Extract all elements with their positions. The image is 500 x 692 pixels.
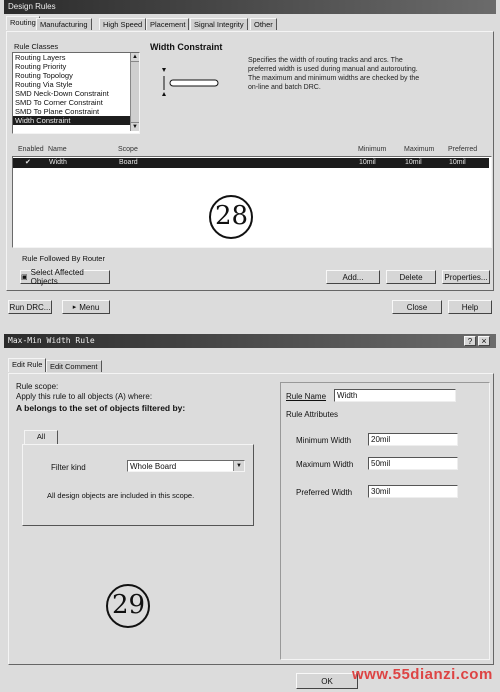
preferred-width-label: Preferred Width bbox=[296, 488, 353, 497]
tab-edit-comment[interactable]: Edit Comment bbox=[46, 360, 102, 372]
dialog-close-button[interactable]: × bbox=[478, 336, 490, 346]
annotation-number-29: 29 bbox=[112, 590, 146, 620]
tab-high-speed[interactable]: High Speed bbox=[99, 18, 146, 30]
delete-rule-button[interactable]: Delete bbox=[386, 270, 436, 284]
tab-routing[interactable]: Routing bbox=[6, 16, 40, 30]
tab-signal-integrity[interactable]: Signal Integrity bbox=[190, 18, 248, 30]
width-rule-dialog bbox=[4, 334, 496, 692]
row-minimum: 10mil bbox=[359, 159, 376, 166]
row-scope: Board bbox=[119, 159, 138, 166]
watermark: www.55dianzi.com bbox=[352, 666, 493, 683]
width-rule-title: Max-Min Width Rule bbox=[8, 336, 95, 345]
rule-attributes-label: Rule Attributes bbox=[286, 410, 339, 419]
belongs-to-text: A belongs to the set of objects filtered by: bbox=[16, 403, 186, 413]
filter-kind-select[interactable]: Whole Board ▼ bbox=[127, 460, 245, 472]
help-button[interactable]: Help bbox=[448, 300, 492, 314]
menu-button[interactable]: ▸ Menu bbox=[62, 300, 110, 314]
annotation-number-28: 28 bbox=[215, 201, 249, 231]
rule-name-label: Rule Name bbox=[286, 392, 327, 401]
rule-class-item[interactable]: Routing Layers bbox=[15, 53, 66, 62]
preferred-width-input[interactable]: 30mil bbox=[368, 485, 458, 498]
maximum-width-label: Maximum Width bbox=[296, 460, 354, 469]
tab-placement[interactable]: Placement bbox=[146, 18, 189, 30]
properties-button[interactable]: Properties... bbox=[442, 270, 490, 284]
design-rules-tabs bbox=[6, 18, 306, 32]
rule-class-item[interactable]: SMD Neck-Down Constraint bbox=[15, 89, 109, 98]
rule-followed-label: Rule Followed By Router bbox=[22, 254, 105, 263]
ok-button[interactable]: OK bbox=[296, 673, 358, 689]
minimum-width-label: Minimum Width bbox=[296, 436, 352, 445]
minimum-width-input[interactable]: 20mil bbox=[368, 433, 458, 446]
rule-tabs bbox=[8, 360, 148, 374]
rules-table[interactable] bbox=[12, 156, 492, 248]
rule-classes-scrollbar[interactable] bbox=[130, 53, 139, 131]
filter-kind-label: Filter kind bbox=[51, 463, 86, 472]
constraint-title: Width Constraint bbox=[150, 42, 223, 52]
tab-manufacturing[interactable]: Manufacturing bbox=[36, 18, 92, 30]
rule-class-item[interactable]: Routing Priority bbox=[15, 62, 67, 71]
rule-class-item-selected[interactable]: Width Constraint bbox=[13, 116, 139, 125]
col-name[interactable]: Name bbox=[48, 146, 67, 153]
rule-classes-label: Rule Classes bbox=[14, 42, 59, 51]
table-row[interactable] bbox=[13, 158, 489, 168]
rule-class-item[interactable]: SMD To Plane Constraint bbox=[15, 107, 100, 116]
dialog-help-button[interactable]: ? bbox=[464, 336, 476, 346]
row-preferred: 10mil bbox=[449, 159, 466, 166]
rules-table-header bbox=[12, 146, 490, 156]
design-rules-titlebar bbox=[4, 0, 496, 14]
select-affected-objects-button[interactable]: ▣ Select Affected Objects bbox=[20, 270, 110, 284]
col-minimum[interactable]: Minimum bbox=[358, 146, 387, 153]
col-enabled[interactable]: Enabled bbox=[18, 146, 44, 153]
constraint-description: Specifies the width of routing tracks and arcs. The preferred width is used during manual and autorouting. The maximum and minimum widths are checked by the on-line and batch DRC. bbox=[248, 57, 420, 91]
scope-note: All design objects are included in this scope. bbox=[47, 491, 195, 500]
filter-tab-all[interactable]: All bbox=[24, 430, 58, 444]
enabled-check-icon[interactable]: ✔ bbox=[25, 159, 31, 166]
col-scope[interactable]: Scope bbox=[118, 146, 138, 153]
run-drc-button[interactable]: Run DRC... bbox=[8, 300, 52, 314]
apply-rule-text: Apply this rule to all objects (A) where: bbox=[16, 392, 153, 401]
rule-class-item[interactable]: Routing Topology bbox=[15, 71, 73, 80]
col-preferred[interactable]: Preferred bbox=[448, 146, 478, 153]
width-rule-titlebar bbox=[4, 334, 496, 348]
rule-name-input[interactable]: Width bbox=[334, 389, 456, 402]
tab-other[interactable]: Other bbox=[250, 18, 277, 30]
design-rules-title: Design Rules bbox=[8, 2, 56, 11]
row-maximum: 10mil bbox=[405, 159, 422, 166]
scroll-up-icon[interactable]: ▲ bbox=[132, 54, 138, 60]
filter-panel bbox=[22, 444, 254, 526]
dropdown-arrow-icon[interactable]: ▼ bbox=[233, 461, 244, 471]
rule-classes-list[interactable] bbox=[12, 52, 140, 134]
row-name: Width bbox=[49, 159, 67, 166]
col-maximum[interactable]: Maximum bbox=[404, 146, 435, 153]
menu-arrow-icon: ▸ bbox=[72, 304, 77, 311]
rule-scope-label: Rule scope: bbox=[16, 382, 59, 391]
design-rules-dialog bbox=[4, 0, 496, 322]
rule-right-panel bbox=[280, 382, 490, 660]
select-icon: ▣ bbox=[21, 274, 28, 281]
scroll-down-icon[interactable]: ▼ bbox=[132, 124, 138, 130]
rule-class-item[interactable]: SMD To Corner Constraint bbox=[15, 98, 103, 107]
rule-class-item[interactable]: Routing Via Style bbox=[15, 80, 73, 89]
close-button[interactable]: Close bbox=[392, 300, 442, 314]
tab-edit-rule[interactable]: Edit Rule bbox=[8, 358, 46, 372]
maximum-width-input[interactable]: 50mil bbox=[368, 457, 458, 470]
width-diagram-icon bbox=[162, 64, 232, 104]
add-rule-button[interactable]: Add... bbox=[326, 270, 380, 284]
